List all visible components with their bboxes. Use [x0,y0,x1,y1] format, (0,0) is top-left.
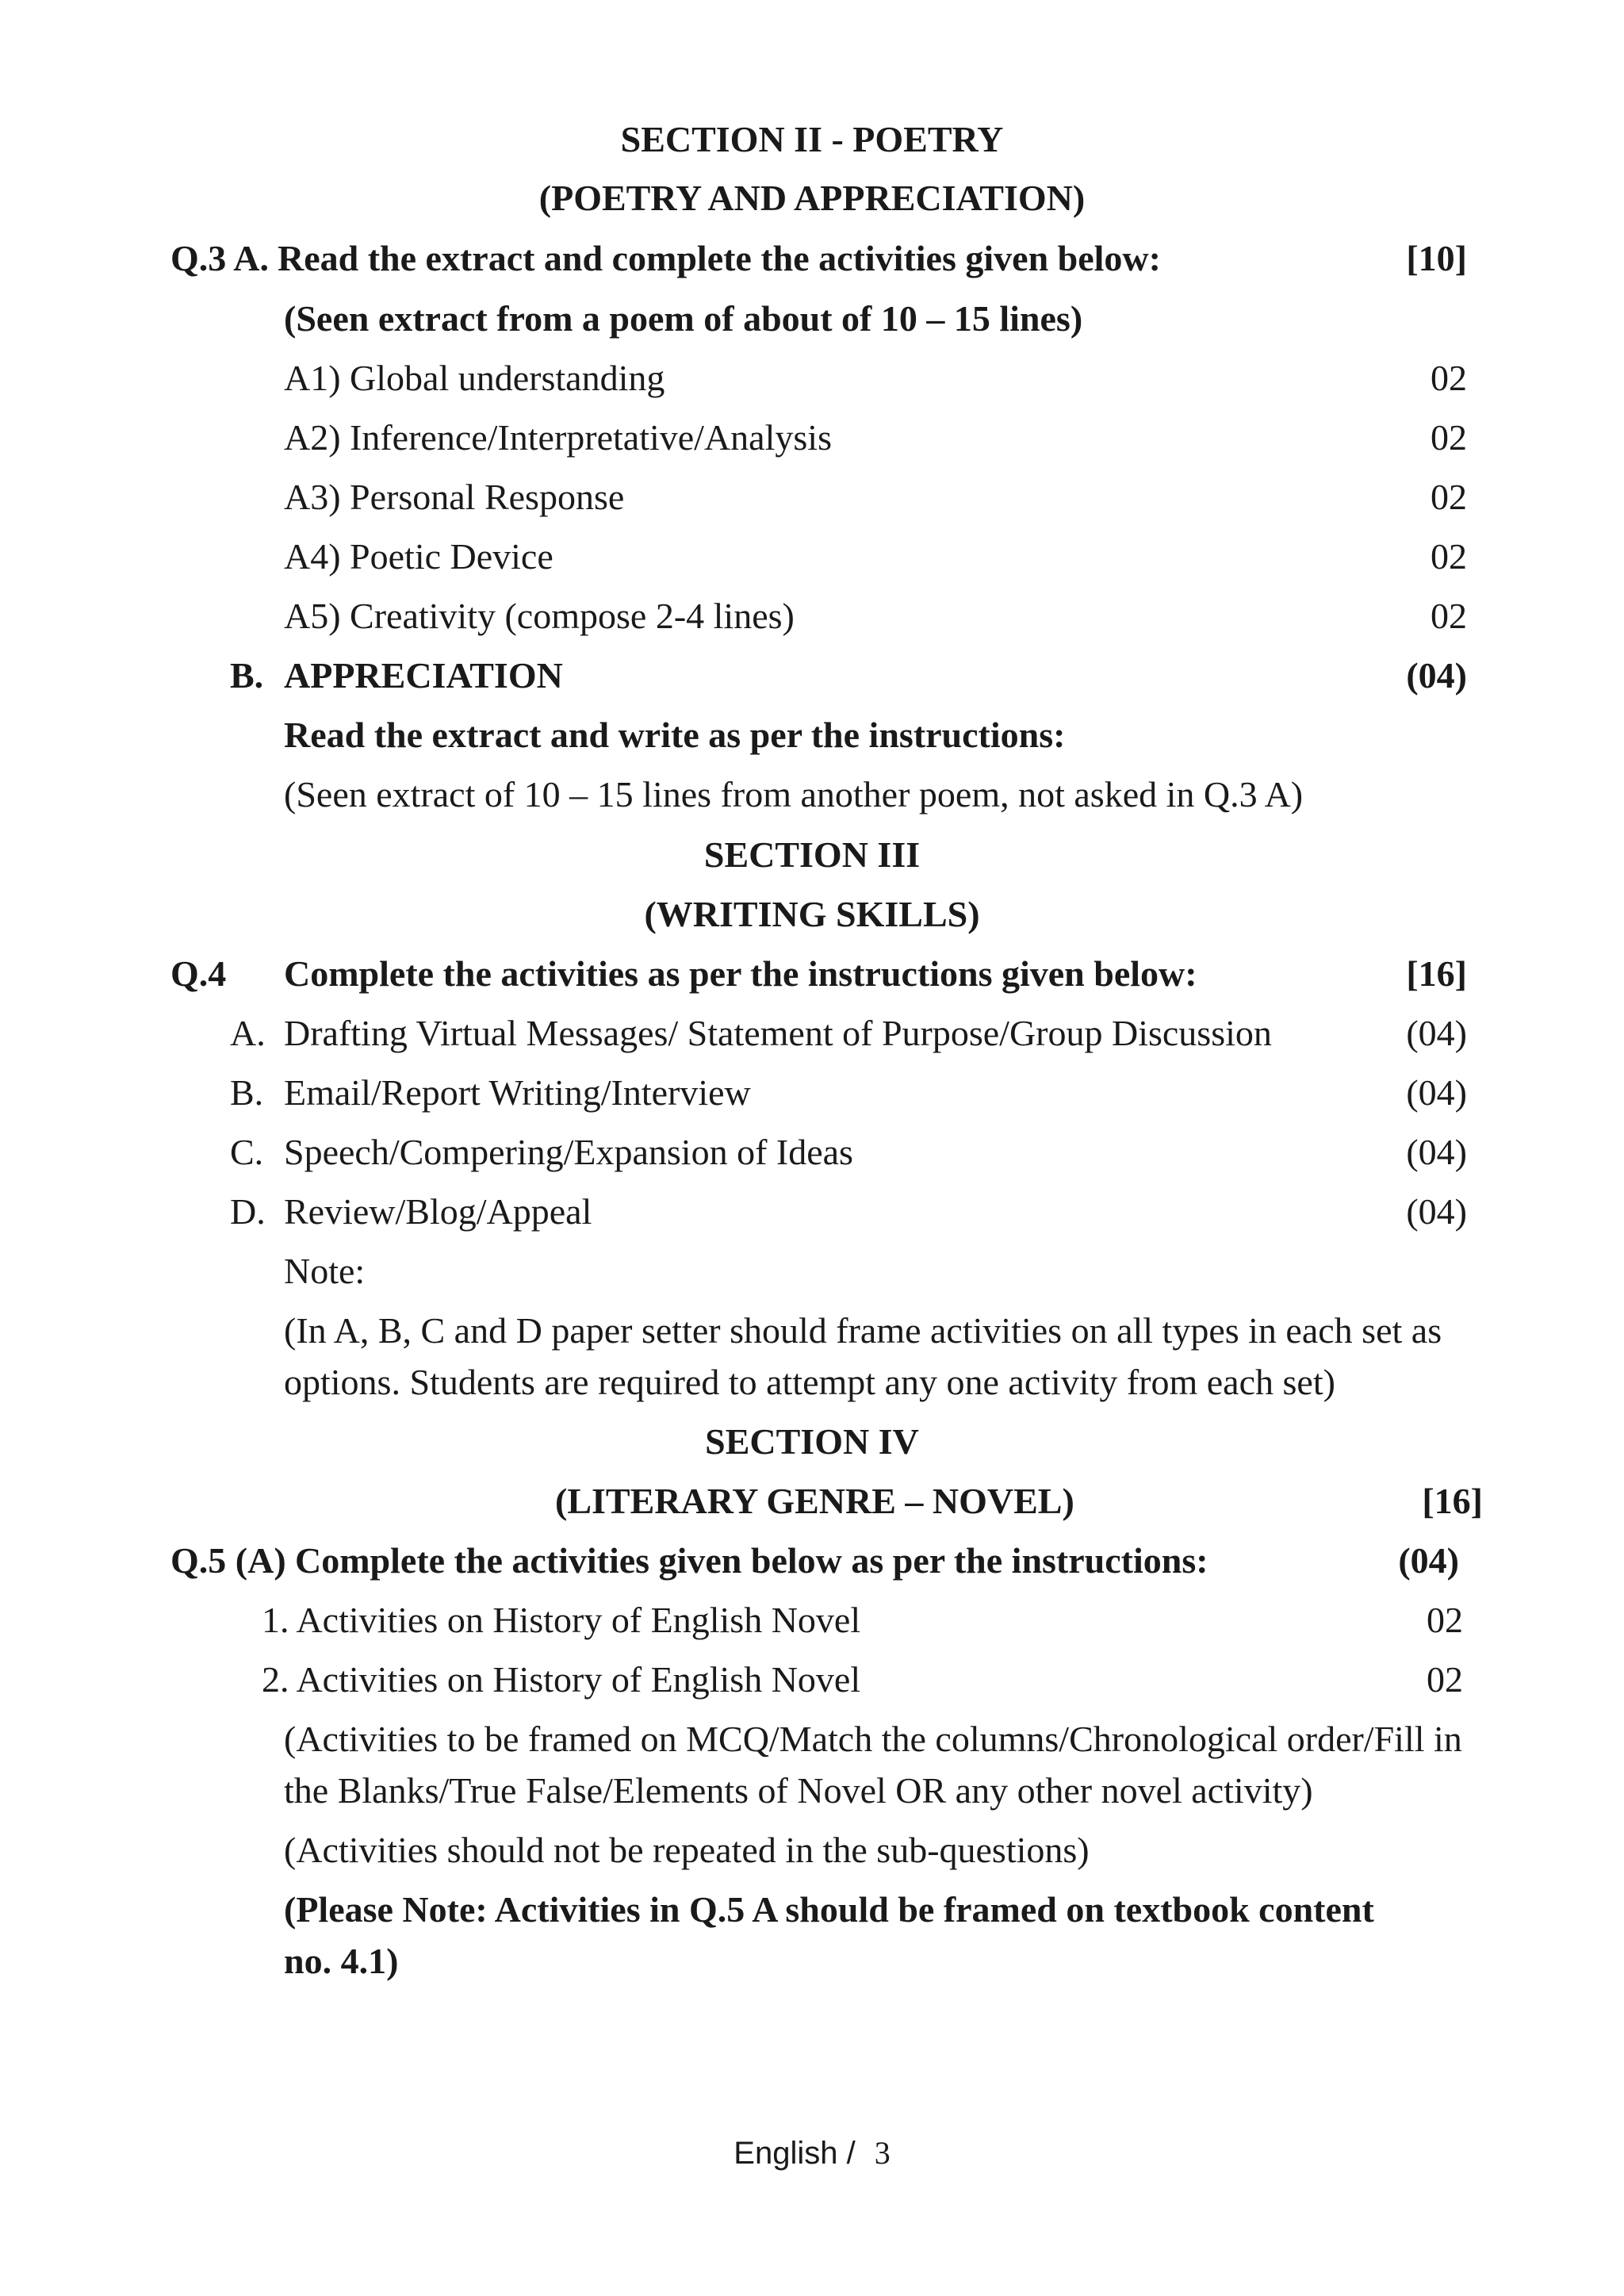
section-2-title: SECTION II - POETRY [620,119,1004,159]
section-2-subtitle: (POETRY AND APPRECIATION) [538,178,1086,218]
q4-item-b: Email/Report Writing/Interview [284,1072,751,1113]
q3a-item-a3-marks: 02 [1431,477,1467,517]
q5a-marks: (04) [1398,1540,1459,1581]
q5a-note1-line-2: the Blanks/True False/Elements of Novel OR any other novel activity) [284,1770,1313,1811]
q4-marks: [16] [1406,953,1467,994]
q3a-item-a1-marks: 02 [1431,358,1467,398]
q5a-note2: (Activities should not be repeated in the sub-questions) [284,1830,1090,1870]
q4-item-c: Speech/Compering/Expansion of Ideas [284,1132,853,1172]
q3a-item-a1: A1) Global understanding [284,358,665,398]
q3a-item-a2-marks: 02 [1431,417,1467,458]
q3a-item-a2: A2) Inference/Interpretative/Analysis [284,417,832,458]
q4-heading: Complete the activities as per the instructions given below: [284,953,1197,994]
q4-item-a-letter: A. [230,1013,266,1053]
section-3-title: SECTION III [703,834,921,875]
q3a-item-a5-marks: 02 [1431,596,1467,636]
q4-item-d: Review/Blog/Appeal [284,1191,592,1232]
section-3-subtitle: (WRITING SKILLS) [644,894,980,934]
q3b-title: APPRECIATION [284,655,563,696]
q4-item-d-marks: (04) [1406,1191,1467,1232]
q5a-note3-line-2: no. 4.1) [284,1941,399,1981]
q4-note-label: Note: [284,1251,366,1291]
page-number: 3 [874,2135,891,2171]
q3a-item-a4-marks: 02 [1431,536,1467,577]
q4-item-d-letter: D. [230,1191,266,1232]
q4-note-line-2: options. Students are required to attempt any one activity from each set) [284,1362,1335,1402]
q5a-heading: Complete the activities given below as per the instructions: [295,1540,1208,1581]
q3b-marks: (04) [1406,655,1467,696]
section-4-title: SECTION IV [705,1421,919,1462]
q3a-item-a3: A3) Personal Response [284,477,625,517]
q4-item-c-marks: (04) [1406,1132,1467,1172]
q3b-instruction: Read the extract and write as per the instructions: [284,715,1066,755]
q5a-item-1-marks: 02 [1427,1600,1463,1640]
q5a-item-2: 2. Activities on History of English Novel [262,1659,861,1700]
q3a-heading: Read the extract and complete the activities given below: [278,238,1161,278]
q4-item-a-marks: (04) [1406,1013,1467,1053]
q5a-item-1: 1. Activities on History of English Novel [262,1600,861,1640]
q4-item-b-letter: B. [230,1072,264,1113]
q4-item-b-marks: (04) [1406,1072,1467,1113]
q3a-note: (Seen extract from a poem of about of 10 – 15 lines) [284,298,1083,339]
q3b-note: (Seen extract of 10 – 15 lines from another poem, not asked in Q.3 A) [284,774,1304,815]
q4-item-c-letter: C. [230,1132,264,1172]
q5a-item-2-marks: 02 [1427,1659,1463,1700]
q5a-number: Q.5 (A) [170,1540,286,1581]
q4-item-a: Drafting Virtual Messages/ Statement of Purpose/Group Discussion [284,1013,1272,1053]
section-4-marks: [16] [1422,1481,1483,1521]
q5a-note3-line-1: (Please Note: Activities in Q.5 A should be framed on textbook content [284,1889,1374,1930]
q3a-number: Q.3 A. [170,238,269,278]
q5a-note1-line-1: (Activities to be framed on MCQ/Match the columns/Chronological order/Fill in [284,1719,1462,1759]
page-footer [0,2133,1624,2173]
section-4-subtitle: (LITERARY GENRE – NOVEL) [555,1481,1074,1521]
q4-note-line-1: (In A, B, C and D paper setter should frame activities on all types in each set as [284,1310,1442,1351]
q4-number: Q.4 [170,953,227,994]
q3a-marks: [10] [1406,238,1467,278]
q3a-item-a4: A4) Poetic Device [284,536,553,577]
footer-subject: English / [733,2136,856,2171]
q3b-letter: B. [230,655,264,696]
q3a-item-a5: A5) Creativity (compose 2-4 lines) [284,596,795,636]
